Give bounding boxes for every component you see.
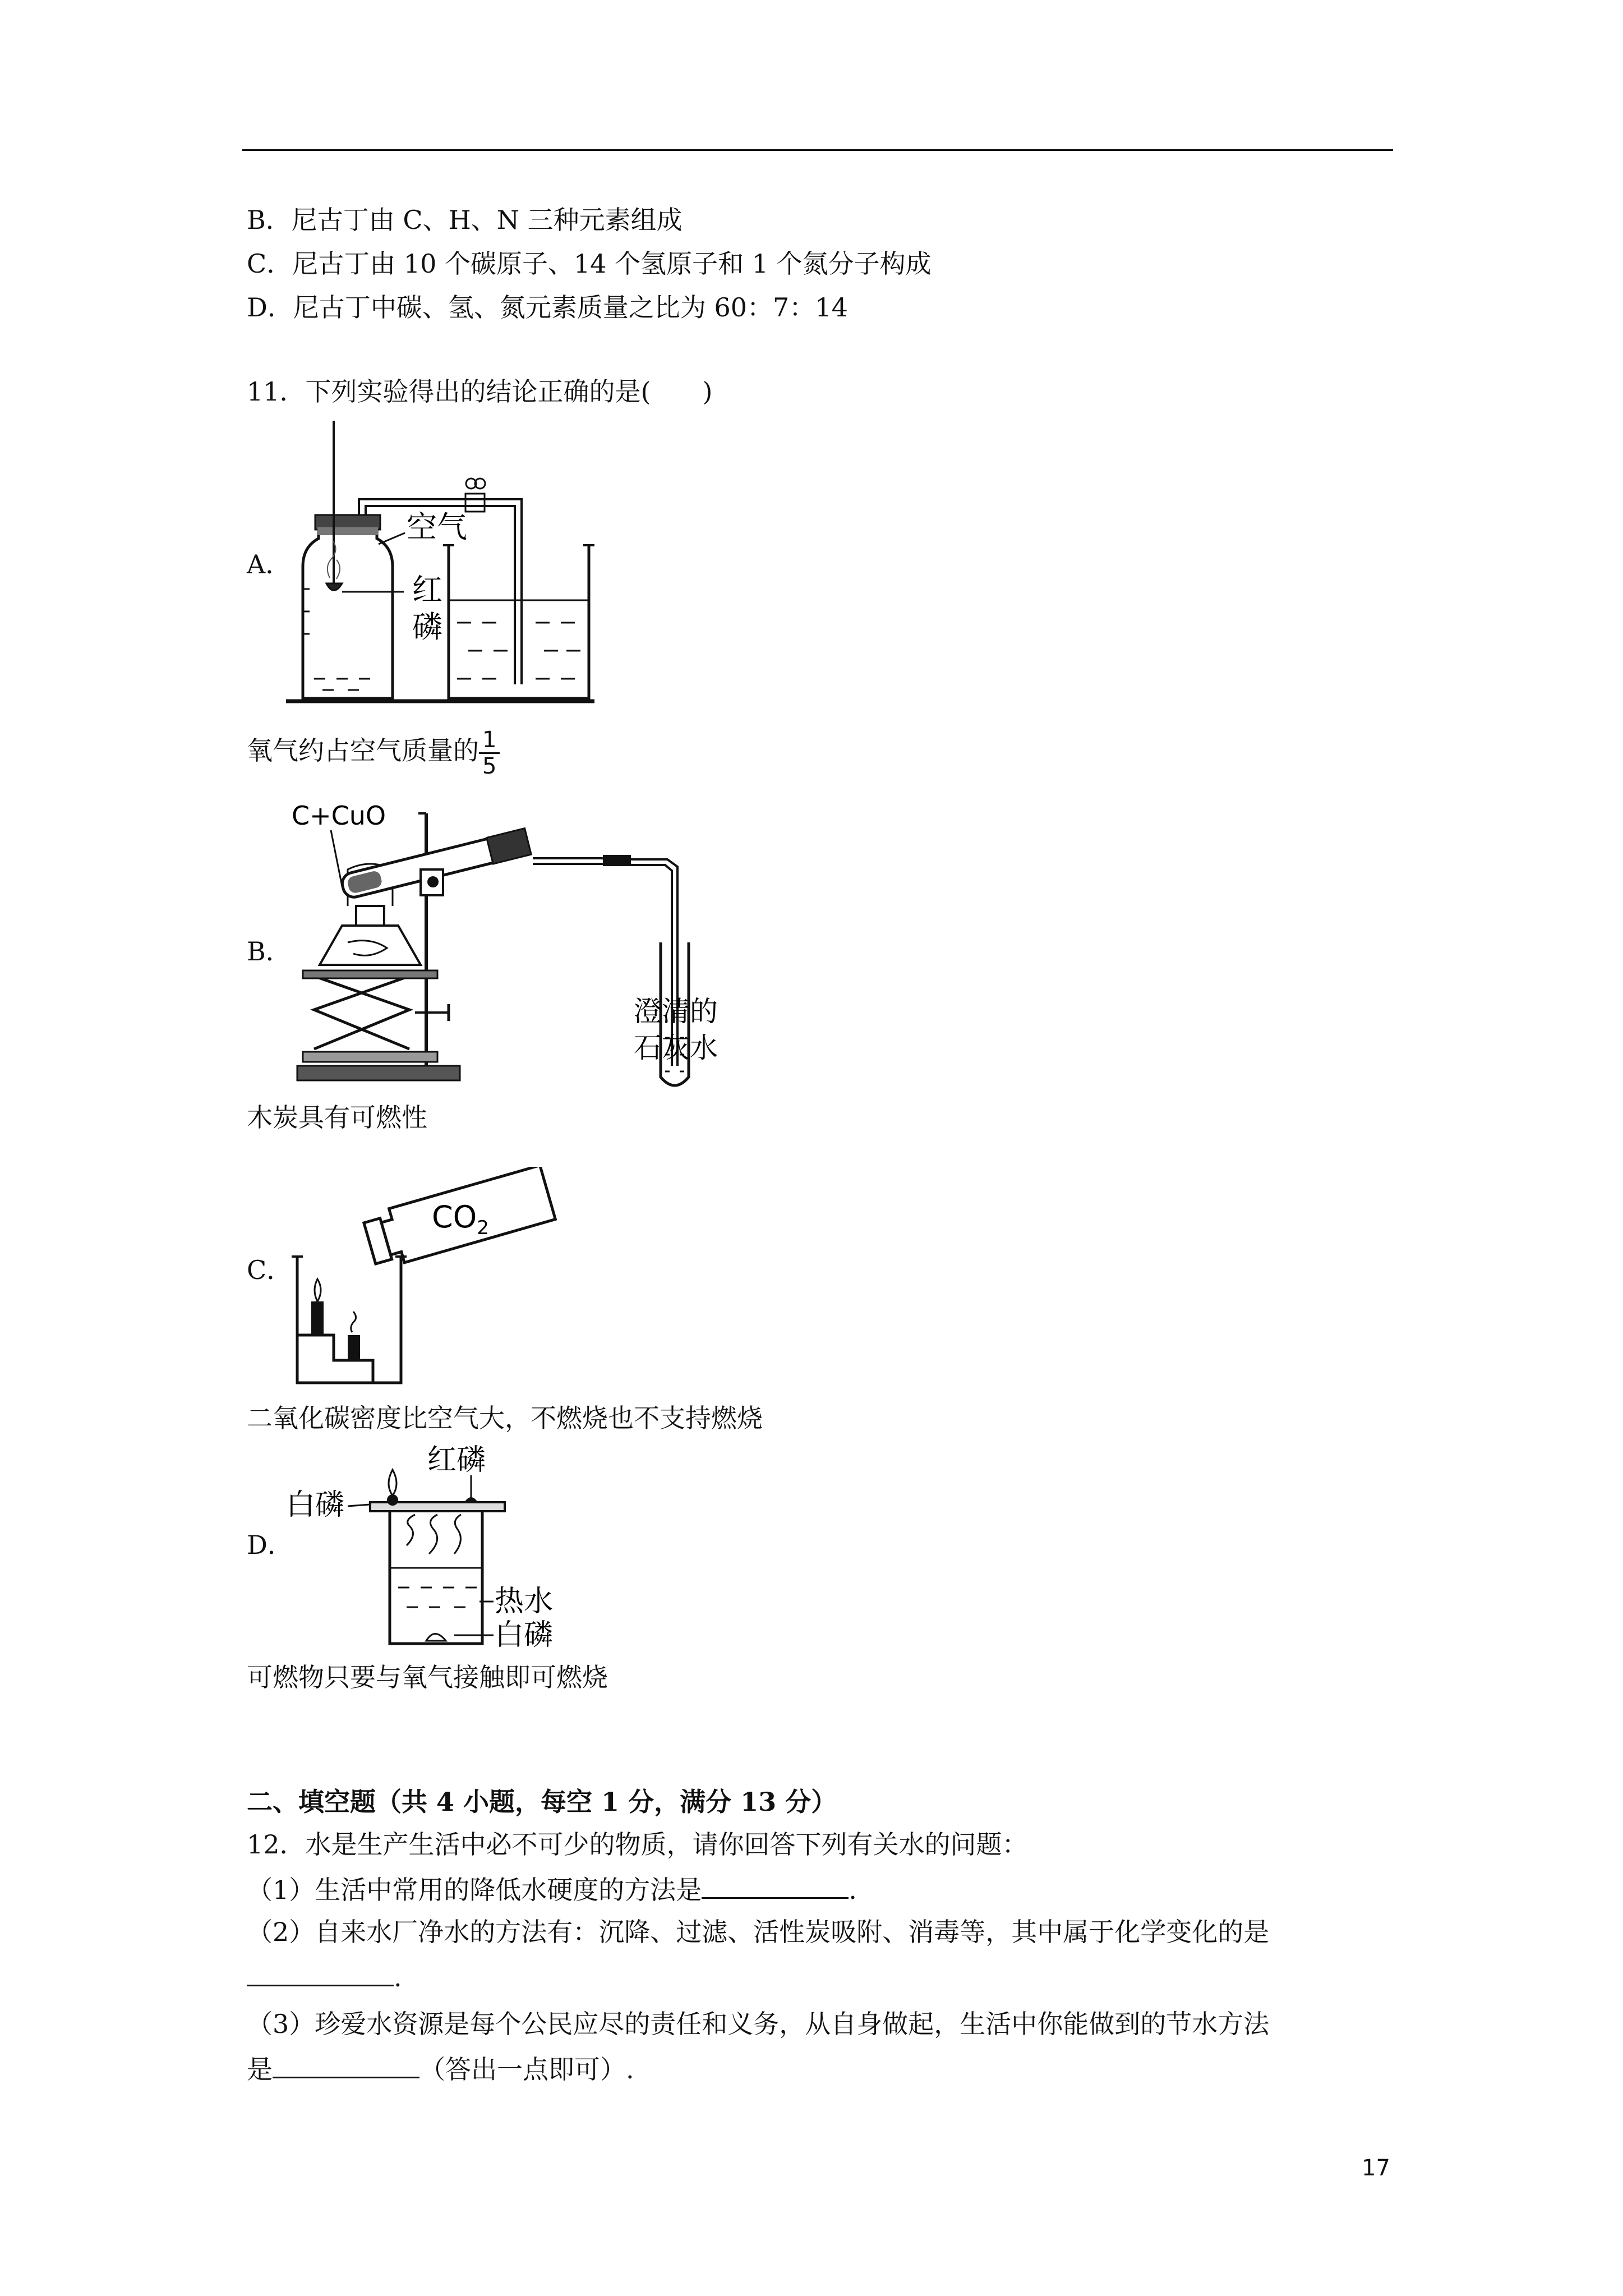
fraction-numerator: 1 xyxy=(479,728,500,754)
q12-part-3-end: （答出一点即可）. xyxy=(419,2054,634,2085)
q12-stem: 12．水是生产生活中必不可少的物质，请你回答下列有关水的问题： xyxy=(247,1829,1028,1860)
label-limewater: 石灰水 xyxy=(634,1032,718,1064)
fraction-denominator: 5 xyxy=(482,753,497,779)
label-lin: 磷 xyxy=(412,609,442,645)
figure-b-carbon-reduction-apparatus xyxy=(286,797,768,1099)
q12-part-2-cont xyxy=(247,1960,402,1993)
page-number: 17 xyxy=(1362,2155,1390,2181)
q11-stem: 11．下列实验得出的结论正确的是( ) xyxy=(247,376,713,407)
label-white-phosphorus-top: 白磷 xyxy=(286,1488,345,1522)
q12-part-3: （3）珍爱水资源是每个公民应尽的责任和义务，从自身做起，生活中你能做到的节水方法 xyxy=(247,2009,1270,2039)
label-white-phosphorus-bottom: 白磷 xyxy=(495,1618,554,1652)
q10-option-d: D．尼古丁中碳、氢、氮元素质量之比为 60：7：14 xyxy=(247,292,848,323)
q12-part-1 xyxy=(247,1872,857,1906)
q11-option-d-letter: D． xyxy=(247,1530,293,1560)
label-air: 空气 xyxy=(407,509,467,545)
conclusion-a-text: 氧气约占空气质量的 xyxy=(247,735,479,766)
q11-option-a-letter: A． xyxy=(247,549,292,579)
q10-option-c: C．尼古丁由 10 个碳原子、14 个氢原子和 1 个氮分子构成 xyxy=(247,249,932,279)
label-hong: 红 xyxy=(412,572,442,608)
q12-part-1-end: . xyxy=(849,1875,857,1905)
q10-option-b: B．尼古丁由 C、H、N 三种元素组成 xyxy=(247,205,683,235)
figure-a-red-phosphorus-apparatus xyxy=(280,415,606,707)
fraction-one-fifth xyxy=(479,728,500,779)
label-hot-water: 热水 xyxy=(495,1585,554,1618)
q12-part-1-text: （1）生活中常用的降低水硬度的方法是 xyxy=(247,1875,702,1905)
q12-part-3-cont xyxy=(247,2052,634,2085)
figure-c-co2-candle-beaker xyxy=(280,1167,594,1391)
label-co2-subscript: 2 xyxy=(477,1217,489,1239)
header-rule xyxy=(242,149,1393,151)
answer-blank-2[interactable] xyxy=(247,1960,394,1986)
q11-option-a-conclusion xyxy=(247,724,500,779)
answer-blank-3[interactable] xyxy=(273,2052,419,2078)
figure-d-phosphorus-combustion-setup xyxy=(286,1442,600,1655)
q11-option-b-conclusion: 木炭具有可燃性 xyxy=(247,1102,427,1133)
q11-option-c-letter: C． xyxy=(247,1255,293,1285)
q11-option-b-letter: B． xyxy=(247,936,292,967)
q12-part-3-start: 是 xyxy=(247,2054,273,2085)
q11-option-d-conclusion: 可燃物只要与氧气接触即可燃烧 xyxy=(247,1662,608,1692)
q12-part-2-end: . xyxy=(394,1962,402,1993)
answer-blank-1[interactable] xyxy=(702,1872,849,1899)
label-co2: CO xyxy=(432,1199,477,1235)
label-red-phosphorus: 红磷 xyxy=(427,1443,486,1477)
q11-option-c-conclusion: 二氧化碳密度比空气大，不燃烧也不支持燃烧 xyxy=(247,1403,763,1433)
section-heading: 二、填空题（共 4 小题，每空 1 分，满分 13 分） xyxy=(247,1787,837,1817)
q12-part-2: （2）自来水厂净水的方法有：沉降、过滤、活性炭吸附、消毒等，其中属于化学变化的是 xyxy=(247,1917,1270,1947)
label-clear: 澄清的 xyxy=(634,995,718,1028)
label-reactant: C+CuO xyxy=(292,800,386,831)
